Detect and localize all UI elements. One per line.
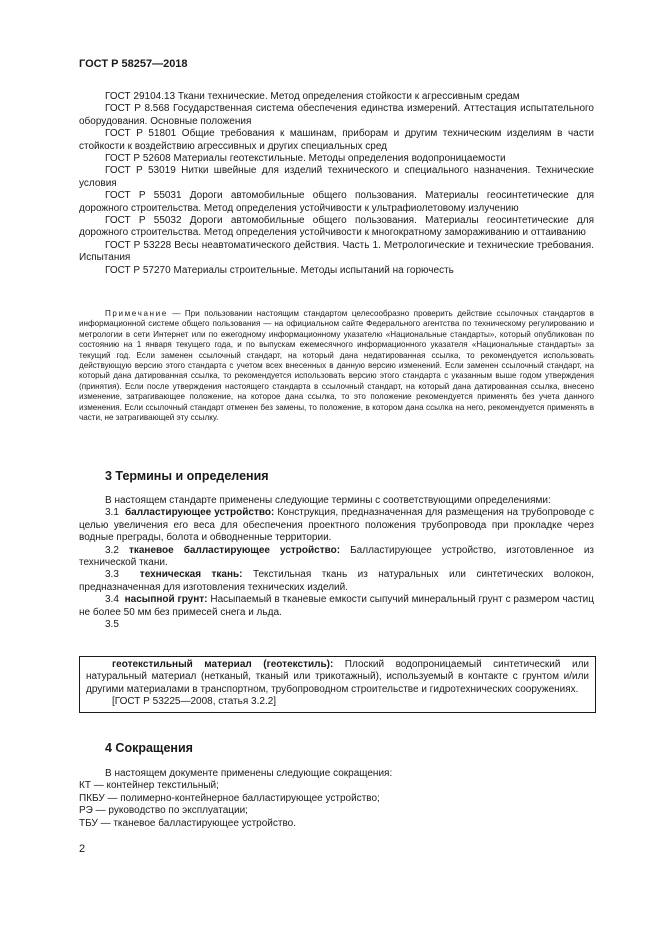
- term-name: тканевое балластирующее устройство:: [128, 544, 341, 556]
- boxed-term-entry: [86, 659, 589, 696]
- note-block: [79, 309, 594, 423]
- term-definition: Плоский водопроницаемый синтетический или натуральный материал (нетканый, тканый или трикотажный), используемый в контакте с грунтом и/или другими материалами в транспортном, трубопроводном строительстве и гидротехнических сооружениях.: [86, 659, 589, 695]
- reference-item: ГОСТ Р 8.568 Государственная система обеспечения единства измерений. Аттестация испытательного оборудования. Основные положения: [79, 103, 594, 127]
- abbreviation-item: КТ — контейнер текстильный;: [79, 780, 219, 792]
- abbreviations-list: [79, 768, 594, 830]
- term-entry: [79, 545, 594, 570]
- reference-item: ГОСТ Р 57270 Материалы строительные. Методы испытаний на горючесть: [105, 264, 454, 276]
- reference-item: ГОСТ Р 55031 Дороги автомобильные общего пользования. Материалы геосинтетические для дорожного строительства. Метод определения устойчивости к ультрафиолетовому излучению: [79, 190, 594, 214]
- reference-item: ГОСТ Р 53228 Весы неавтоматического действия. Часть 1. Метрологические и технические требования. Испытания: [79, 239, 594, 264]
- boxed-term: [79, 656, 596, 713]
- terms-list: [79, 495, 594, 631]
- term-name: насыпной грунт:: [124, 594, 208, 606]
- term-entry: [79, 594, 594, 619]
- term-definition: Балластирующее устройство, изготовленное из технической ткани.: [79, 544, 595, 569]
- term-definition: Текстильная ткань из натуральных или синтетических волокон, предназначенная для изготовления технических изделий.: [79, 569, 594, 593]
- page-number: 2: [79, 843, 86, 855]
- term-source: [ГОСТ Р 53225—2008, статья 3.2.2]: [112, 696, 277, 708]
- section-heading-terms: 3 Термины и определения: [105, 469, 269, 483]
- term-number: 3.1: [105, 507, 119, 519]
- note-paragraph: [79, 309, 594, 423]
- abbreviation-item: ПКБУ — полимерно-контейнерное балластирующее устройство;: [79, 792, 380, 804]
- term-name: техническая ткань:: [139, 569, 243, 581]
- note-lead: Примечание: [105, 309, 168, 318]
- abbreviation-item: РЭ — руководство по эксплуатации;: [79, 805, 248, 817]
- reference-item: ГОСТ Р 51801 Общие требования к машинам, приборам и другим техническим изделиям в части стойкости к воздействию агрессивных и других специальных сред: [79, 128, 594, 152]
- terms-intro: В настоящем стандарте применены следующие термины с соответствующими определениями:: [105, 495, 551, 506]
- note-text: — При пользовании настоящим стандартом целесообразно проверить действие ссылочных стандартов в информационной системе общего пользования — на официальном сайте Федерального агентства по техническому регулированию и метрологии в сети Интернет или по ежегодному информационному указателю «Национальные стандарты», который опубликован по состоянию на 1 января текущего года, и по выпускам ежемесячного информационного указателя «Национальные стандарты» за текущий год. Если заменен ссылочный стандарт, на который дана недатированная ссылка, то рекомендуется использовать действующую версию этого стандарта с учетом всех внесенных в данную версию изменений. Если заменен ссылочный стандарт, на который дана датированная ссылка, то рекомендуется использовать версию этого стандарта с указанным выше годом утверждения (принятия). Если после утверждения настоящего стандарта в ссылочный стандарт, на который дана датированная ссылка, внесено изменение, затрагивающее положение, на которое дана ссылка, то это положение рекомендуется применять без учета данного изменения. Если ссылочный стандарт отменен без замены, то положение, в котором дана ссылка на него, рекомендуется применять в части, не затрагивающей эту ссылку.: [79, 309, 594, 423]
- reference-item: ГОСТ Р 53019 Нитки швейные для изделий технического и специального назначения. Технические условия: [79, 165, 594, 189]
- abbreviation-item: ТБУ — тканевое балластирующее устройство.: [79, 817, 296, 829]
- section-heading-abbreviations: 4 Сокращения: [105, 741, 193, 755]
- term-entry: [79, 507, 594, 544]
- term-name: балластирующее устройство:: [124, 507, 275, 519]
- term-number: 3.3: [105, 569, 119, 581]
- term-number: 3.2: [105, 544, 119, 556]
- term-number: 3.4: [105, 594, 119, 606]
- reference-item: ГОСТ Р 55032 Дороги автомобильные общего пользования. Материалы геосинтетические для дорожного строительства. Метод определения устойчивости к многократному замораживанию и оттаиванию: [79, 215, 594, 239]
- term-entry: [79, 569, 594, 594]
- reference-item: ГОСТ 29104.13 Ткани технические. Метод определения стойкости к агрессивным средам: [105, 91, 520, 102]
- term-definition: Насыпаемый в тканевые емкости сыпучий минеральный грунт с размером частиц не более 50 мм без примесей снега и льда.: [79, 594, 594, 618]
- abbreviations-intro: В настоящем документе применены следующие сокращения:: [105, 768, 393, 779]
- reference-item: ГОСТ Р 52608 Материалы геотекстильные. Методы определения водопроницаемости: [105, 153, 506, 165]
- term-name: геотекстильный материал (геотекстиль):: [112, 659, 334, 670]
- normative-references: [79, 91, 594, 277]
- term-definition: Конструкция, предназначенная для размещения на трубопроводе с целью увеличения его веса для обеспечения проектного положения трубопровода при прокладке через водные преграды, болота и обводненные территории.: [79, 507, 594, 544]
- term-number-3-5: 3.5: [105, 619, 119, 631]
- document-code: ГОСТ Р 58257—2018: [79, 58, 188, 70]
